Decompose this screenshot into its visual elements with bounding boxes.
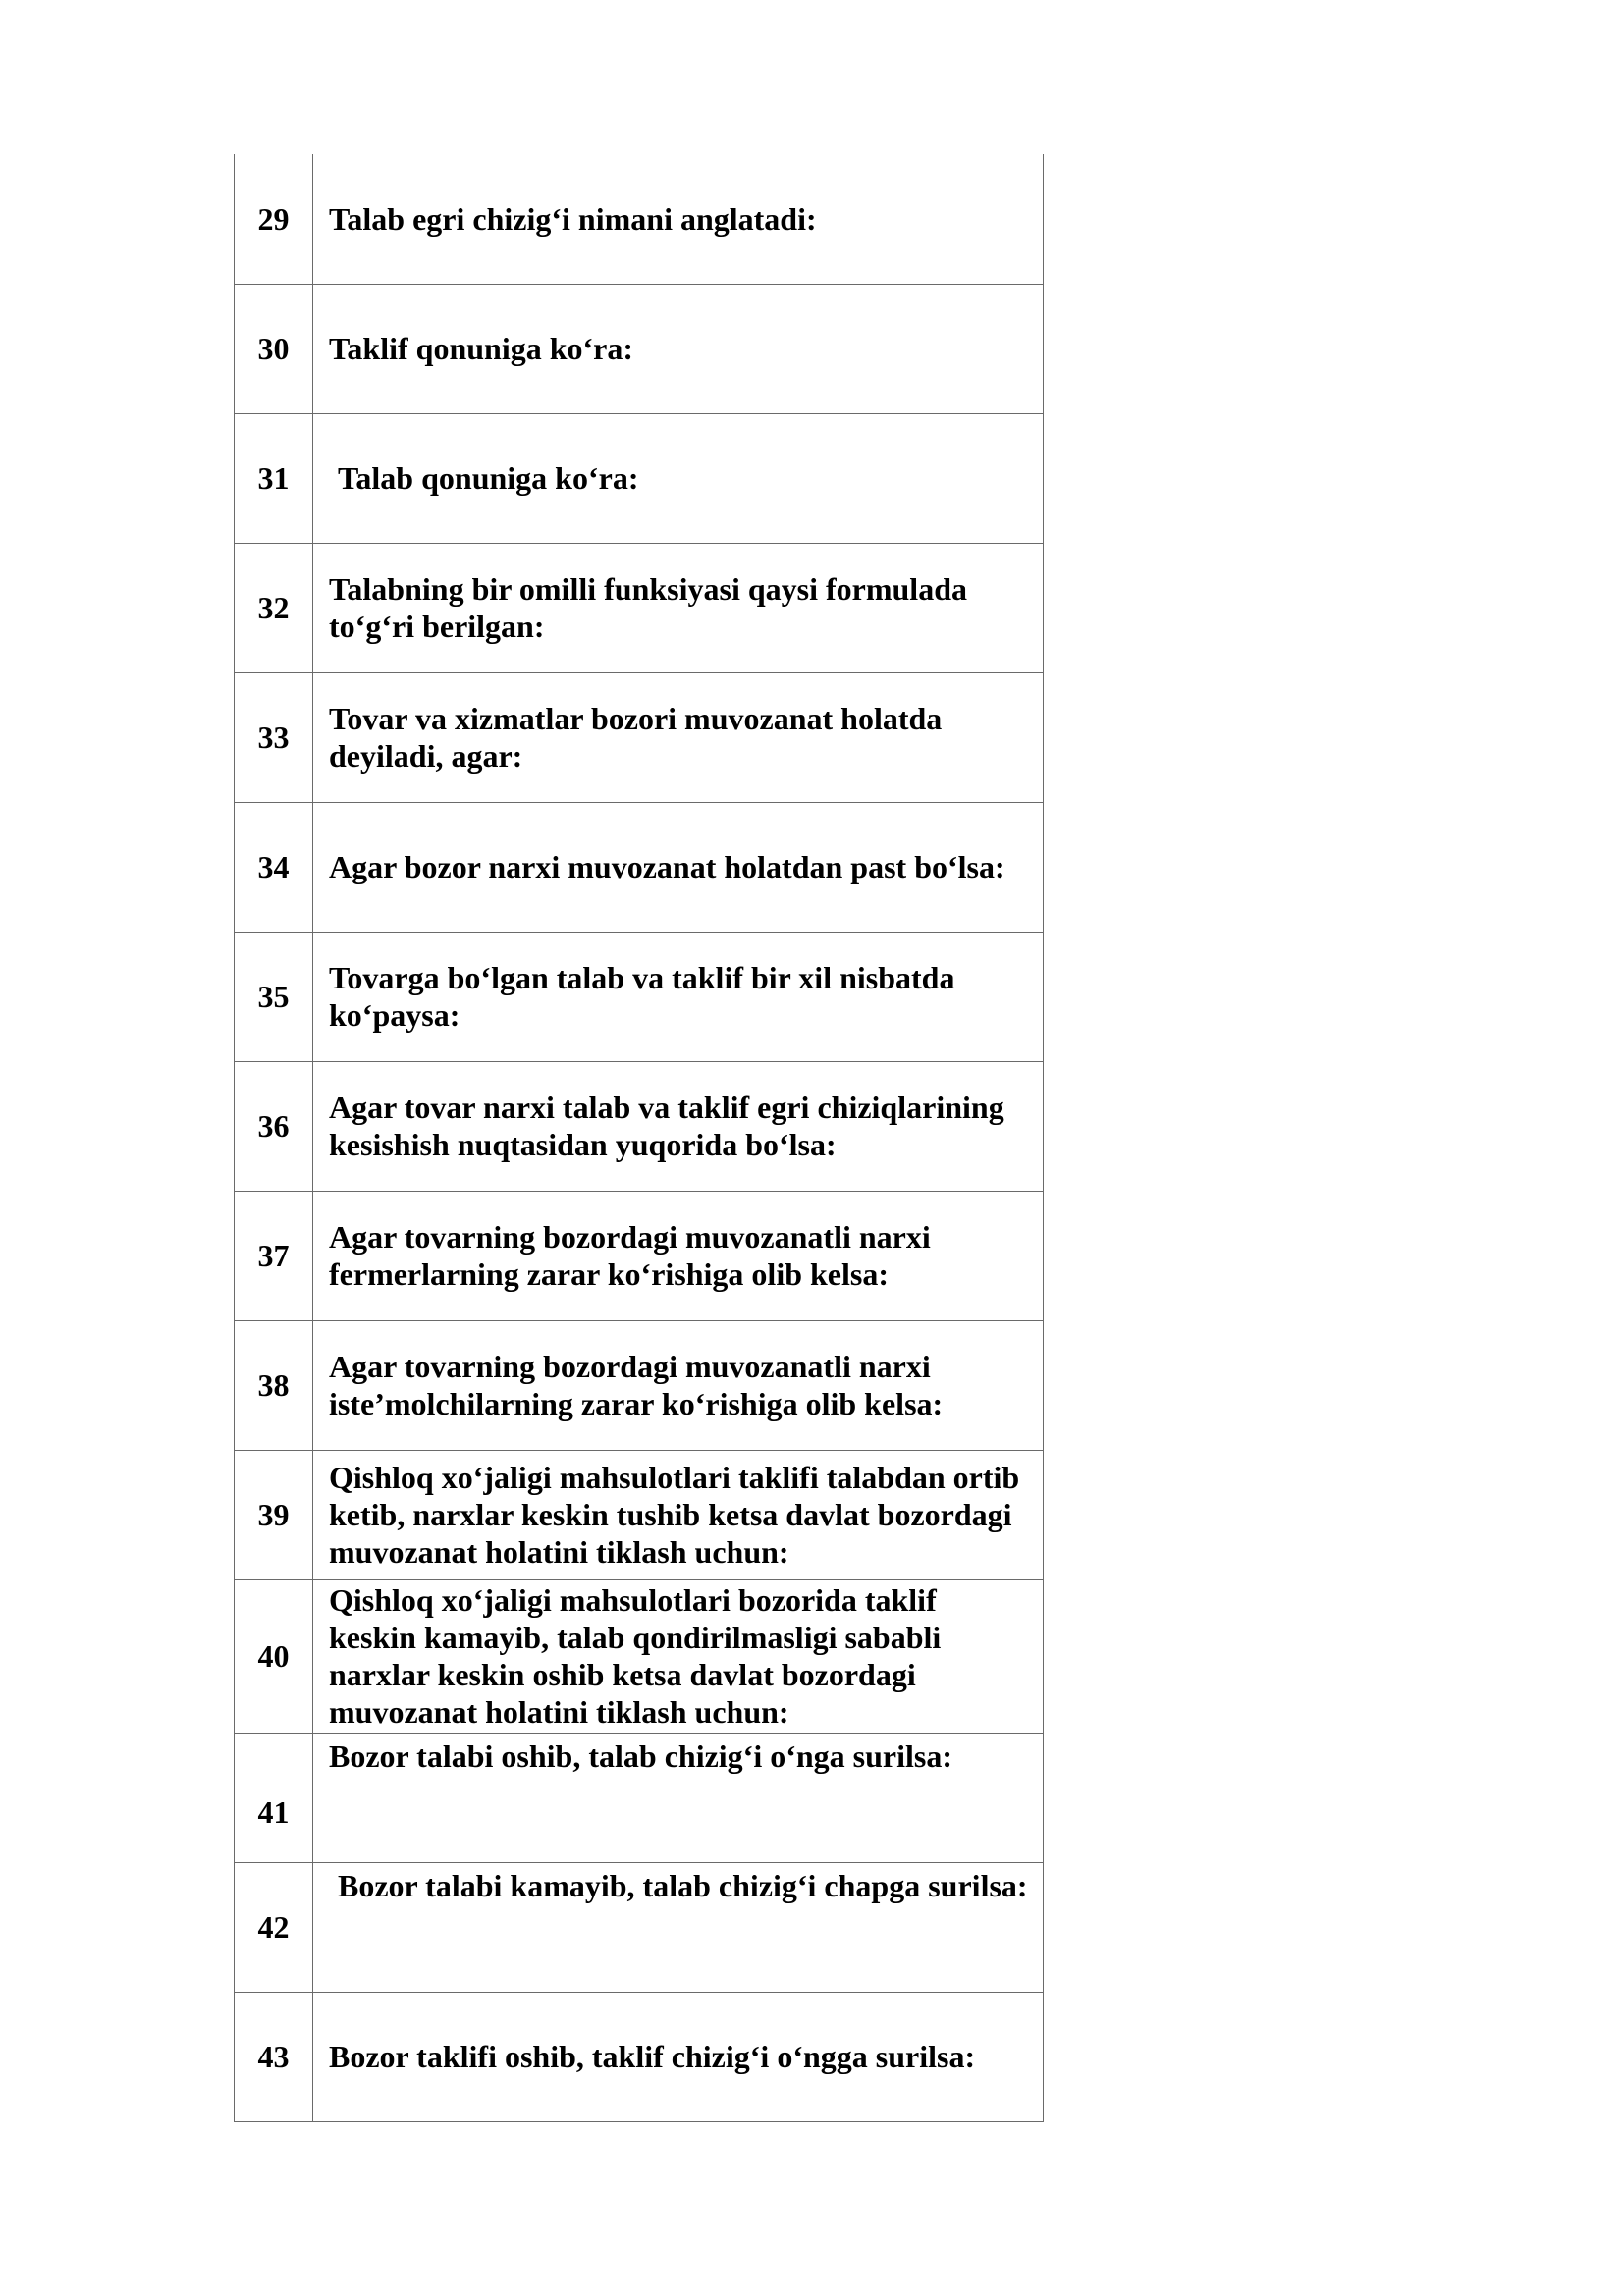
question-number: 35 — [257, 979, 290, 1014]
question-number-cell — [235, 413, 313, 543]
table-row — [235, 1992, 1044, 2121]
table-row — [235, 1862, 1044, 1992]
question-number: 34 — [257, 849, 290, 884]
question-number-cell — [235, 1061, 313, 1191]
question-text-cell — [313, 543, 1044, 672]
question-number: 38 — [257, 1367, 290, 1403]
question-number: 39 — [257, 1497, 290, 1532]
question-text-cell — [313, 1450, 1044, 1579]
question-number-cell — [235, 154, 313, 284]
table-row — [235, 1450, 1044, 1579]
question-text: Tovarga bo‘lgan talab va taklif bir xil nisbatda ko‘paysa: — [329, 960, 955, 1033]
question-text: Talab qonuniga ko‘ra: — [338, 460, 639, 496]
question-text-cell — [313, 1191, 1044, 1320]
question-text: Tovar va xizmatlar bozori muvozanat holatda deyiladi, agar: — [329, 701, 943, 774]
question-text: Agar tovarning bozordagi muvozanatli narxi iste’molchilarning zarar ko‘rishiga olib kelsa: — [329, 1349, 944, 1421]
table-row — [235, 1579, 1044, 1733]
question-text: Qishloq xo‘jaligi mahsulotlari taklifi talabdan ortib ketib, narxlar keskin tushib ketsa davlat bozordagi muvozanat holatini tiklash uchun: — [329, 1460, 1020, 1570]
question-number: 36 — [257, 1108, 290, 1144]
question-number-cell — [235, 1862, 313, 1992]
question-number-cell — [235, 1320, 313, 1450]
question-text-cell — [313, 1061, 1044, 1191]
table-row — [235, 1320, 1044, 1450]
question-number-cell — [235, 932, 313, 1061]
question-number: 43 — [257, 2039, 290, 2074]
table-row — [235, 932, 1044, 1061]
question-text: Talab egri chizig‘i nimani anglatadi: — [329, 200, 817, 237]
question-text-cell — [313, 1579, 1044, 1733]
question-number: 42 — [257, 1909, 290, 1945]
question-text-cell — [313, 932, 1044, 1061]
question-text-cell — [313, 1320, 1044, 1450]
question-text-cell — [313, 284, 1044, 413]
question-number-cell — [235, 802, 313, 932]
table-row — [235, 1061, 1044, 1191]
questions-table — [234, 154, 1044, 2122]
question-text: Bozor taklifi oshib, taklif chizig‘i o‘ngga surilsa: — [329, 2039, 976, 2074]
table-row — [235, 672, 1044, 802]
question-text: Bozor talabi oshib, talab chizig‘i o‘nga surilsa: — [329, 1737, 953, 1774]
question-text: Agar tovar narxi talab va taklif egri chiziqlarining kesishish nuqtasidan yuqorida bo‘lsa: — [329, 1090, 1004, 1162]
question-number-cell — [235, 1579, 313, 1733]
question-number-cell — [235, 1191, 313, 1320]
question-text: Taklif qonuniga ko‘ra: — [329, 331, 634, 366]
question-number: 33 — [257, 720, 290, 755]
question-text-cell — [313, 413, 1044, 543]
table-row — [235, 543, 1044, 672]
question-text: Qishloq xo‘jaligi mahsulotlari bozorida taklif keskin kamayib, talab qondirilmasligi sababli narxlar keskin oshib ketsa davlat bozordagi muvozanat holatini tiklash uchun: — [329, 1582, 942, 1730]
table-row — [235, 284, 1044, 413]
question-text: Agar tovarning bozordagi muvozanatli narxi fermerlarning zarar ko‘rishiga olib kelsa: — [329, 1219, 931, 1292]
question-text-cell — [313, 672, 1044, 802]
question-text: Talabning bir omilli funksiyasi qaysi formulada to‘g‘ri berilgan: — [329, 571, 967, 644]
question-number: 29 — [257, 200, 290, 237]
question-number: 41 — [257, 1794, 290, 1830]
question-number: 40 — [257, 1638, 290, 1674]
table-row — [235, 1733, 1044, 1862]
question-number: 37 — [257, 1238, 290, 1273]
question-text-cell — [313, 1992, 1044, 2121]
question-text-cell — [313, 1862, 1044, 1992]
table-row — [235, 802, 1044, 932]
question-number: 31 — [257, 460, 290, 496]
question-text: Agar bozor narxi muvozanat holatdan past bo‘lsa: — [329, 849, 1005, 884]
table-row — [235, 154, 1044, 284]
table-row — [235, 1191, 1044, 1320]
question-text: Bozor talabi kamayib, talab chizig‘i chapga surilsa: — [338, 1867, 1028, 1903]
question-number: 30 — [257, 331, 290, 366]
question-number-cell — [235, 543, 313, 672]
table-row — [235, 413, 1044, 543]
question-text-cell — [313, 154, 1044, 284]
question-number-cell — [235, 672, 313, 802]
question-number-cell — [235, 1992, 313, 2121]
question-text-cell — [313, 802, 1044, 932]
question-number-cell — [235, 1733, 313, 1862]
question-text-cell — [313, 1733, 1044, 1862]
question-number: 32 — [257, 590, 290, 625]
question-number-cell — [235, 284, 313, 413]
question-number-cell — [235, 1450, 313, 1579]
